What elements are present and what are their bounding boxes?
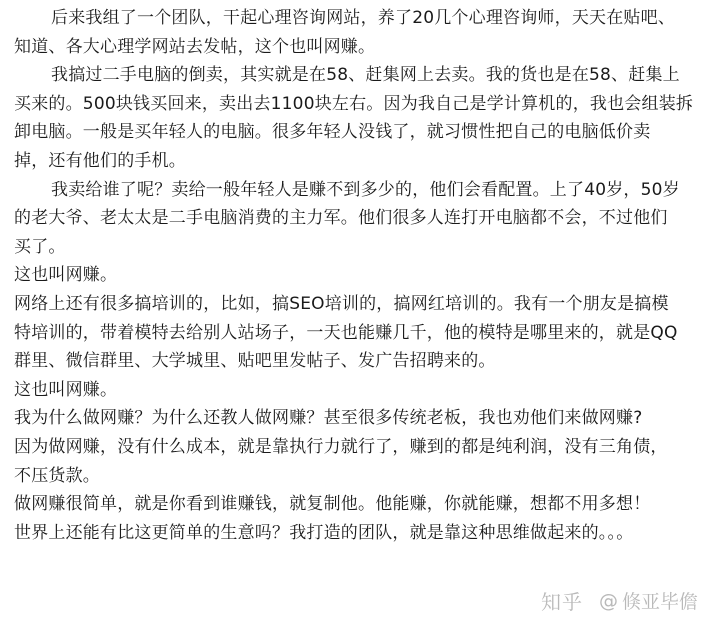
text-line: 我为什么做网赚？为什么还教人做网赚？甚至很多传统老板，我也劝他们来做网赚?: [14, 408, 643, 429]
text-line: 网络上还有很多搞培训的，比如，搞SEO培训的，搞网红培训的。我有一个朋友是搞模: [14, 293, 669, 314]
text-line: 不压货款。: [14, 465, 100, 486]
at-symbol: @: [598, 589, 618, 612]
text-line: 后来我组了一个团队，干起心理咨询网站，养了20几个心理咨询师，天天在贴吧、: [51, 8, 676, 28]
text-line: 做网赚很简单，就是你看到谁赚钱，就复制他。他能赚，你就能赚，想都不用多想！: [14, 494, 651, 515]
text-line: 我搞过二手电脑的倒卖，其实就是在58、赶集网上去卖。我的货也是在58、赶集上: [51, 65, 680, 86]
text-line: 世界上还能有比这更简单的生意吗？我打造的团队，就是靠这种思维做起来的。。。: [14, 522, 634, 543]
zhihu-logo: 知乎: [540, 590, 583, 614]
text-line: 买来的。500块钱买回来，卖出去1100块左右。因为我自己是学计算机的，我也会组装拆: [14, 93, 694, 114]
text-line: 这也叫网赚。: [14, 379, 118, 400]
text-line: 买了。: [14, 236, 66, 257]
zhihu-watermark: [541, 586, 698, 615]
article-body: [14, 4, 718, 547]
text-line: 这也叫网赚。: [14, 265, 118, 286]
text-line: 因为做网赚，没有什么成本，就是靠执行力就行了，赚到的都是纯利润，没有三角债，: [14, 436, 668, 457]
text-line: 群里、微信群里、大学城里、贴吧里发帖子、发广告招聘来的。: [14, 351, 496, 372]
text-line: 特培训的，带着模特去给别人站场子，一天也能赚几千，他的模特是哪里来的，就是QQ: [14, 322, 678, 343]
text-line: 的老大爷、老太太是二手电脑消费的主力军。他们很多人连打开电脑都不会，不过他们: [14, 208, 668, 229]
text-line: 卸电脑。一般是买年轻人的电脑。很多年轻人没钱了，就习惯性把自己的电脑低价卖: [14, 122, 651, 143]
text-line: 知道、各大心理学网站去发帖，这个也叫网赚。: [14, 36, 376, 57]
author-name: 倏亚毕儋: [621, 591, 698, 613]
text-line: 我卖给谁了呢？卖给一般年轻人是赚不到多少的，他们会看配置。上了40岁，50岁: [51, 179, 680, 200]
text-line: 掉，还有他们的手机。: [14, 150, 186, 171]
